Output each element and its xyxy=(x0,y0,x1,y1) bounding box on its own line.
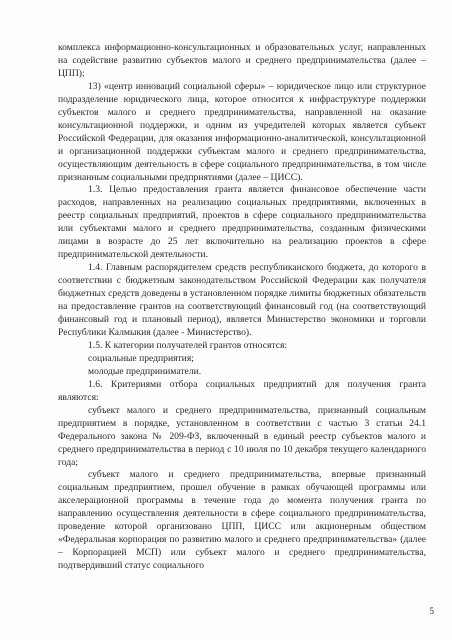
paragraph-4: 1.4. Главным распорядителем средств республиканского бюджета, до которого в соответствии с бюджетным законодательством Российской Федерации как получателя бюджетных средств доведены в установленном порядке лимиты бюджетных обязательств на предоставление грантов на соответствующий финансовый год (на соответствующий финансовый год и плановый период), является Министерство экономики и торговли Республики Калмыкия (далее - Министерство). xyxy=(58,262,426,338)
paragraph-3: 1.3. Целью предоставления гранта является финансовое обеспечение части расходов, направленных на реализацию социальных предприятиями, включенных в реестр социальных предприятий, проектов в сфере социального предпринимательства или субъектами малого и среднего предпринимательства, созданным физическими лицами в возрасте до 25 лет включительно на реализацию проектов в сфере предпринимательской деятельности. xyxy=(58,184,426,261)
paragraph-10: субъект малого и среднего предпринимательства, впервые признанный социальным предприятием, прошел обучение в рамках обучающей программы или акселерационной программы в течение года до момента получения гранта по направлению осуществления деятельности в сфере социального предпринимательства, проведение которой организовано ЦПП, ЦИСС или акционерным обществом «Федеральная корпорация по развитию малого и среднего предпринимательства» (далее – Корпорацией МСП) или субъект малого и среднего предпринимательства, подтвердивший статус социального xyxy=(58,469,426,572)
paragraph-1: комплекса информационно-консультационных и образовательных услуг, направленных на содействие развитию субъектов малого и среднего предпринимательства (далее – ЦПП); xyxy=(58,42,426,79)
page-number: 5 xyxy=(429,606,434,616)
document-body xyxy=(58,42,426,573)
paragraph-8: 1.6. Критериями отбора социальных предприятий для получения гранта являются: xyxy=(58,378,426,403)
paragraph-7: молодые предприниматели. xyxy=(88,365,202,377)
paragraph-6: социальные предприятия; xyxy=(88,352,194,364)
paragraph-9: субъект малого и среднего предпринимательства, признанный социальным предприятием в порядке, установленном в соответствии с частью 3 статьи 24.1 Федерального закона № 209-ФЗ, включенный в единый реестр субъектов малого и среднего предпринимательства в период с 10 июля по 10 декабря текущего календарного года; xyxy=(58,404,426,468)
paragraph-5: 1.5. К категории получателей грантов относятся: xyxy=(88,339,288,351)
paragraph-2: 13) «центр инноваций социальной сферы» – юридическое лицо или структурное подразделение юридического лица, которое относится к инфраструктуре поддержки субъектов малого и среднего предпринимательства, направленной на оказание консультационной поддержки, и одним из учредителей которых является субъект Российской Федерации, для оказания информационно-аналитической, консультационной и организационной поддержки субъектам малого и среднего предпринимательства, осуществляющим деятельность в сфере социального предпринимательства, в том числе признанным социальными предприятиями (далее – ЦИСС). xyxy=(58,80,426,183)
